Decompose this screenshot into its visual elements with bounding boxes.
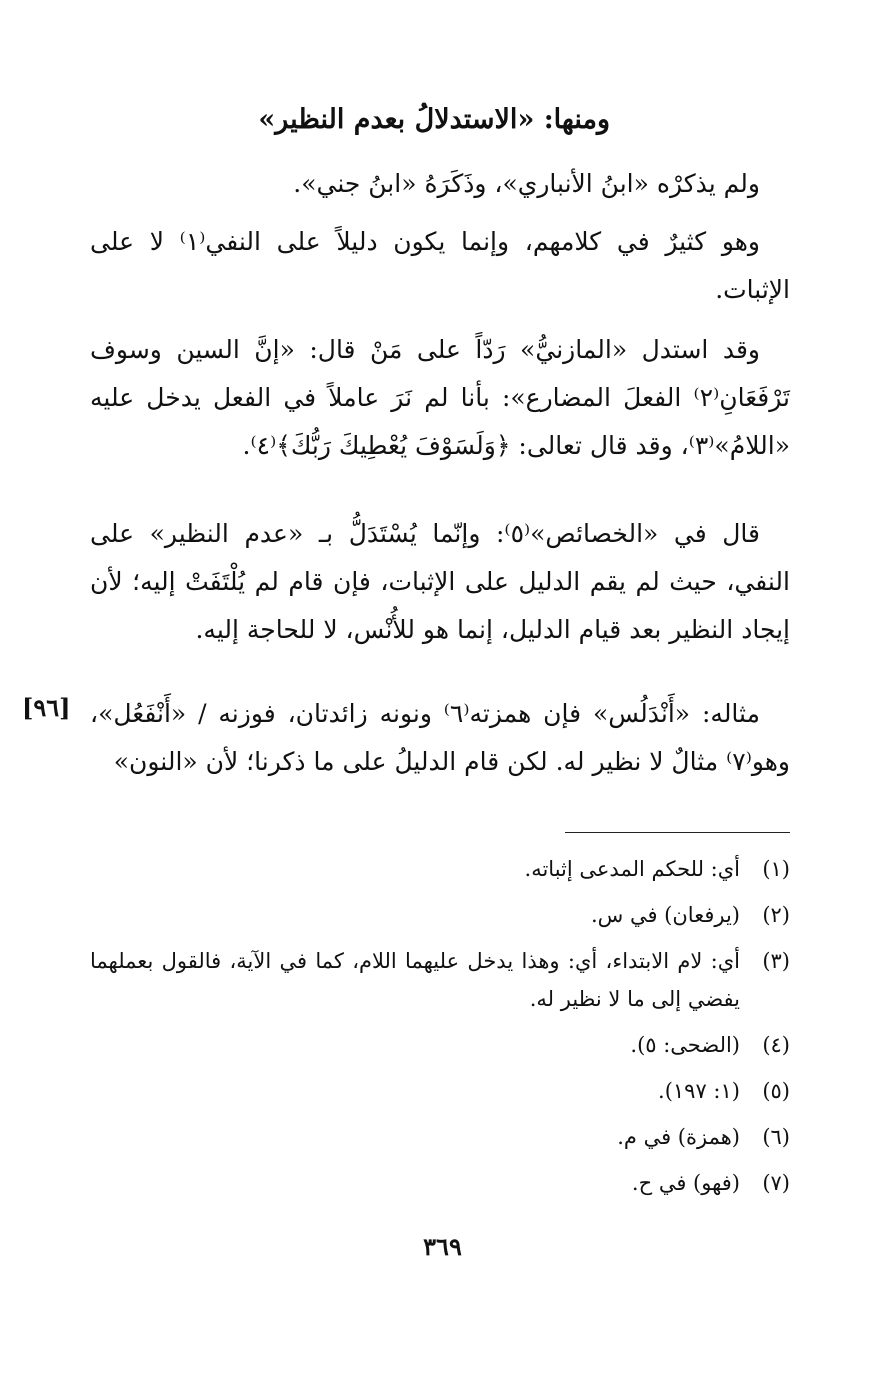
footnote-text: أي: للحكم المدعى إثباته. bbox=[524, 857, 740, 881]
footnote-text: (١: ١٩٧). bbox=[658, 1079, 740, 1103]
paragraph-2: وهو كثيرٌ في كلامهم، وإنما يكون دليلاً على النفي⁽١⁾ لا على الإثبات. bbox=[90, 227, 790, 304]
footnote-text: (الضحى: ٥). bbox=[630, 1033, 740, 1057]
footnote-number: (١) bbox=[762, 857, 790, 881]
footnote-text: أي: لام الابتداء، أي: وهذا يدخل عليهما اللام، كما في الآية، فالقول بعملهما يفضي إلى ما لا نظير له. bbox=[90, 949, 740, 1011]
footnote-item bbox=[90, 1164, 790, 1202]
paragraph-5: مثاله: «أَنْدَلُس» فإن همزته⁽٦⁾ ونونه زائدتان، فوزنه / «أَنْفَعُل»، وهو⁽٧⁾ مثالٌ لا نظير له. لكن قام الدليلُ على ما ذكرنا؛ لأن «النون» bbox=[90, 699, 790, 776]
footnote-number: (٦) bbox=[762, 1125, 790, 1149]
margin-page-reference: [٩٦] bbox=[22, 693, 71, 722]
footnote-item bbox=[90, 942, 790, 1018]
footnote-item bbox=[90, 1118, 790, 1156]
footnotes bbox=[90, 850, 790, 1210]
footnote-text: (فهو) في ح. bbox=[631, 1171, 740, 1195]
footnote-text: (يرفعان) في س. bbox=[590, 903, 740, 927]
footnote-item bbox=[90, 896, 790, 934]
footnote-text: (همزة) في م. bbox=[617, 1125, 740, 1149]
page-number: ٣٦٩ bbox=[423, 1232, 462, 1261]
paragraph-3: وقد استدل «المازنيُّ» رَدّاً على مَنْ قال: «إنَّ السين وسوف تَرْفَعَانِ⁽٢⁾ الفعلَ المضارع»: بأنا لم نَرَ عاملاً في الفعل يدخل عليه «اللامُ»⁽٣⁾، وقد قال تعالى: ﴿وَلَسَوْفَ يُعْطِيكَ رَبُّكَ﴾⁽٤⁾. bbox=[90, 335, 790, 460]
section-heading: ومنها: «الاستدلالُ بعدم النظير» bbox=[258, 104, 610, 135]
footnote-item bbox=[90, 1072, 790, 1110]
footnote-number: (٢) bbox=[762, 903, 790, 927]
footnote-number: (٤) bbox=[762, 1033, 790, 1057]
paragraph-4: قال في «الخصائص»⁽٥⁾: وإنّما يُسْتَدَلُّ بـ «عدم النظير» على النفي، حيث لم يقم الدليل على الإثبات، فإن قام لم يُلْتَفَتْ إليه؛ لأن إيجاد النظير بعد قيام الدليل، إنما هو للأُنْس، لا للحاجة إليه. bbox=[90, 519, 790, 644]
footnote-number: (٥) bbox=[762, 1079, 790, 1103]
footnote-item bbox=[90, 850, 790, 888]
footnote-number: (٧) bbox=[762, 1171, 790, 1195]
paragraph-1: ولم يذكرْه «ابنُ الأنباري»، وذَكَرَهُ «ابنُ جني». bbox=[293, 169, 760, 198]
footnote-number: (٣) bbox=[762, 949, 790, 973]
footnote-divider bbox=[565, 832, 790, 833]
footnote-item bbox=[90, 1026, 790, 1064]
